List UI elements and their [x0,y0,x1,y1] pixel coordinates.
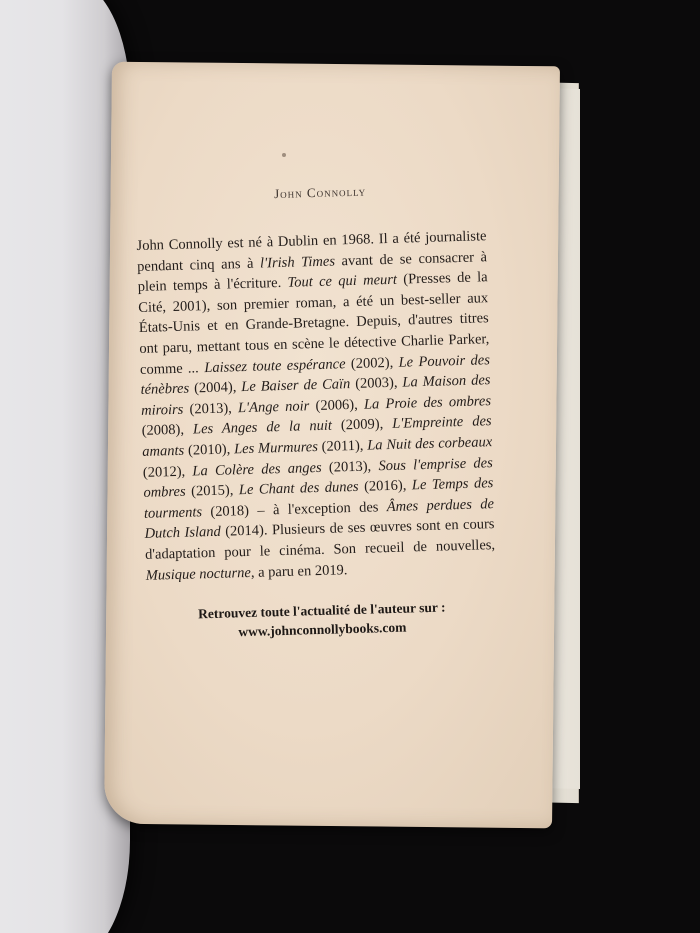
bio-text: (2004), [188,379,242,397]
bio-text: (2013), [321,457,379,476]
book-title: Les Murmures [233,438,319,458]
book-title: L'Empreinte des amants [142,413,492,460]
bio-text: (2018) – à l'exception des [201,498,387,520]
bio-text: (Presses de la Cité, 2001), son premier roman, a été un best-seller aux États-Unis et en Grande-Bretagne. Depuis, d'autres titres ont paru, mettant tous en scène le détective Charlie Parker, comme [138,269,490,378]
bio-text: (2008), [141,421,194,440]
book-title: La Nuit des corbeaux [367,434,493,454]
bio-text: (2016), [358,477,413,495]
book-title: Le Baiser de Caïn [241,376,351,396]
page-mark [282,153,286,157]
bio-text: (2015), [185,482,240,500]
bio-text: , a paru en 2019. [250,561,348,581]
book-title: La Maison des miroirs [140,372,491,419]
book-title: La Proie des ombres [363,392,492,413]
bio-text: (2012), [142,463,193,481]
bio-text: (2011), [317,437,368,455]
bio-text: (2002), [345,354,399,372]
book-title: Sous l'emprise des ombres [143,454,493,502]
bio-text: (2013), [183,399,239,418]
book-title: Le Pouvoir des ténèbres [140,351,491,399]
bio-text: avant de se consacrer à plein temps à l'écriture. [137,248,488,296]
book-title: La Colère des anges [192,459,322,480]
book-title: L'Ange noir [237,397,310,416]
book-title: Le Temps des tourments [143,475,494,522]
website-link[interactable]: www.johnconnollybooks.com [238,619,407,640]
book-title: Musique nocturne [145,564,252,584]
book-title: Le Chant des dunes [238,479,359,499]
book-title: ... Laissez toute espérance [187,355,346,377]
book-title: Les Anges de la nuit [192,417,333,438]
bio-text: (2006), [309,396,365,414]
book-title: l'Irish Times [259,253,336,272]
promo-text: Retrouvez toute l'actualité de l'auteur sur : [197,599,446,622]
book-title: Tout ce qui meurt [287,271,398,291]
author-header: John Connolly [273,183,367,202]
bio-text: (2003), [350,374,403,393]
book-title: Âmes perdues de Dutch Island [144,495,495,543]
page-content [135,180,498,644]
author-biography [136,226,496,586]
bio-text: (2009), [331,416,393,434]
bio-text: (2014). Plusieurs de ses œuvres sont en cours d'adaptation pour le cinéma. Son recueil de nouvelles, [144,516,496,563]
bio-text: (2010), [183,441,235,459]
bio-text: John Connolly est né à Dublin en 1968. Il a été journaliste pendant cinq ans à [136,228,487,275]
